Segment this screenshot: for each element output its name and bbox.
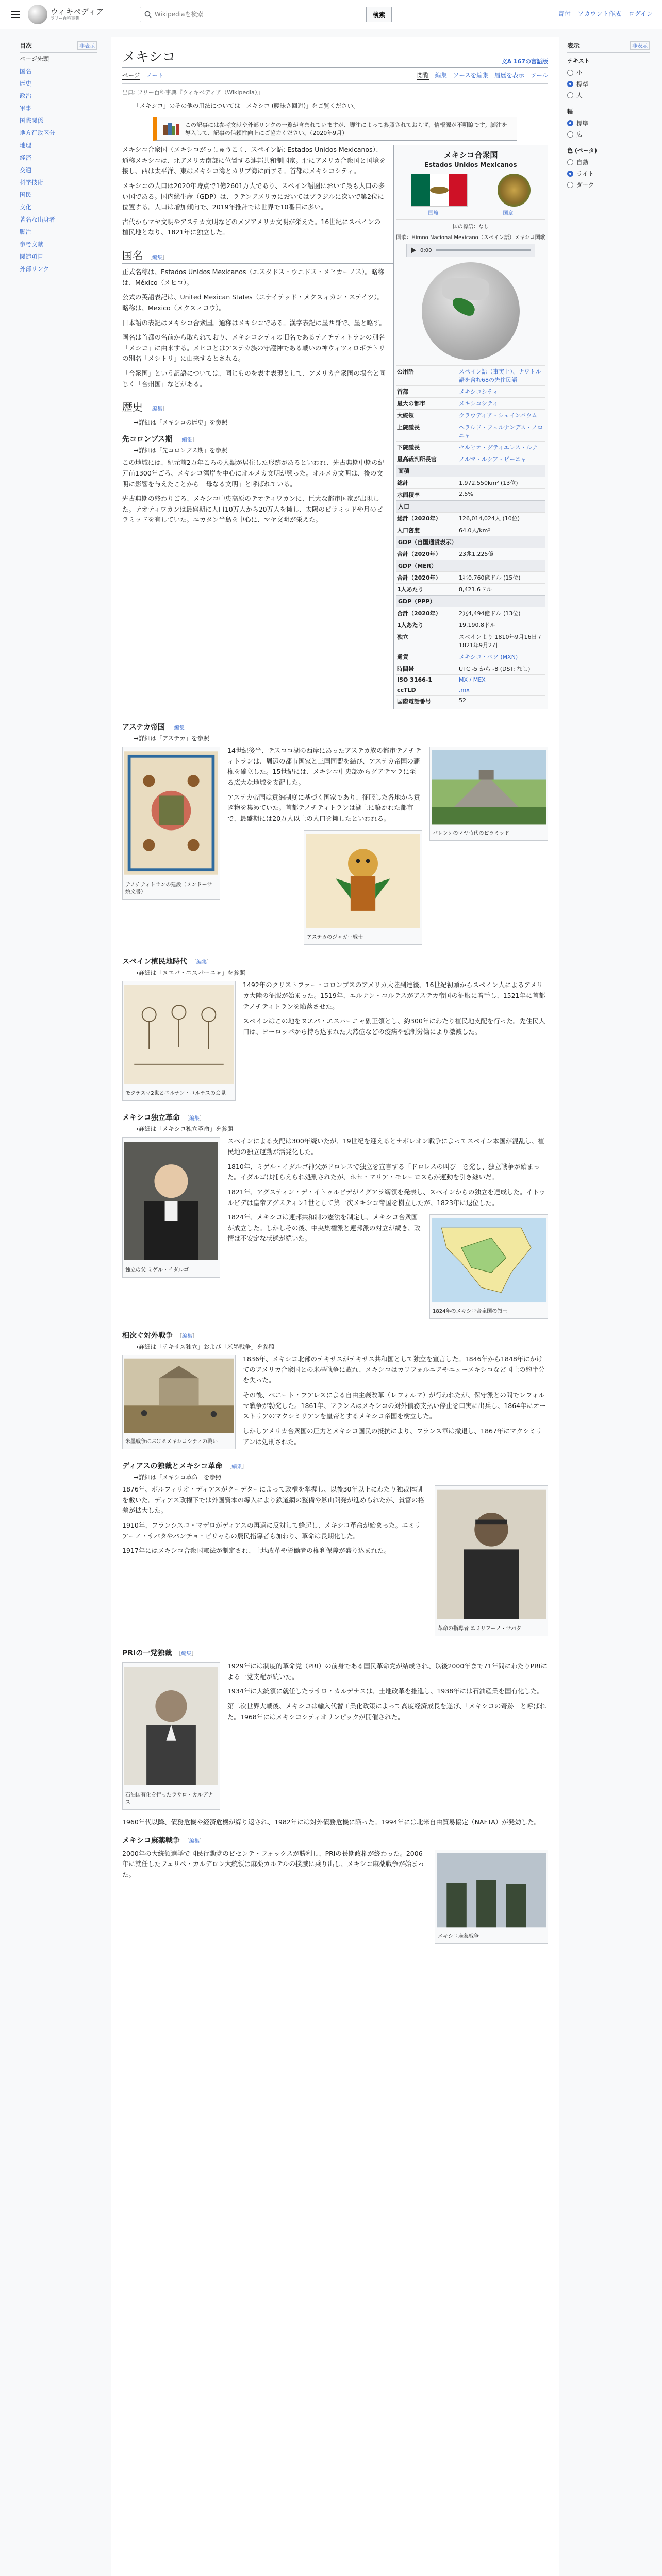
cardenas-image [124,1664,218,1788]
tab-edit-source[interactable]: ソースを編集 [453,72,489,79]
infobox-row [396,674,545,685]
infobox-section-header: 面積 [396,465,545,477]
infobox-row [396,548,545,560]
appearance-panel [567,41,650,191]
cortes-image [124,983,234,1086]
radio-button[interactable] [567,81,573,87]
infobox-value: 2.5% [459,490,473,497]
kodai-main-article[interactable]: →詳細は「先コロンブス期」を参照 [134,447,227,454]
kodai-paragraph-1: この地域には、紀元前2万年ころの人類が居住した形跡があるといわれ、先古典期中期の紀元前1300年ごろ、メキシコ湾岸を中心にオルメカ文明が興った。オルメカ文明は、後の文明に影響を与えたことから「母なる文明」と呼ばれている。 [122,459,385,488]
intro-paragraph-3: 古代からマヤ文明やアステカ文明などのメソアメリカ文明が栄えた。16世紀にスペインの植民地となり、1821年に独立した。 [122,217,381,236]
heading-spain: スペイン植民地時代 ［編集］ [122,958,212,967]
pri-paragraph-2: 1934年に大統領に就任したラサロ・カルデナスは、土地改革を推進し、1938年には石油産業を国有化した。 [227,1687,544,1696]
radio-label: 標準 [576,120,588,127]
toc-item[interactable]: 関連項目 [20,253,43,260]
logo-name: ウィキペディア [51,7,104,17]
kokumei-paragraph-4: 国名は首都の名前から取られており、メキシコシティの旧名であるテノチティトランの別名「メシコ」に由来する。メヒコとはアステカ族の守護神である戦いの神ウィツィロポチトリの別名「メシトリ」に由来するとされる。 [122,333,386,363]
tab-edit[interactable]: 編集 [435,72,447,79]
drug-war-caption: メキシコ麻薬戦争 [438,1933,479,1939]
infobox-key: 人口密度 [397,527,420,534]
infobox-row [396,365,545,385]
spain-paragraph-1: 1492年のクリストファー・コロンブスのアメリカ大陸到達後、16世紀初頭からスペイン人によるアメリカ大陸の征服が始まった。1519年、エルナン・コルテスがアステカ帝国の征服に着手し、1521年に首都テノチティトランを陥落させた。 [243,981,545,1010]
from-line: 出典: フリー百科事典『ウィキペディア（Wikipedia）』 [122,89,263,96]
radio-option[interactable] [567,168,650,179]
user-links [558,9,653,18]
hidalgo-figure[interactable] [122,1137,220,1278]
territory-1824-figure[interactable] [429,1214,548,1319]
appearance-header [567,41,650,53]
infobox-section-header: GDP（PPP） [396,595,545,607]
rekishi-main-article[interactable]: →詳細は「メキシコの歴史」を参照 [134,419,228,427]
drug-war-image [437,1852,546,1929]
aztec-main-article[interactable]: →詳細は「アステカ」を参照 [134,735,209,742]
independence-main-article[interactable]: →詳細は「メキシコ独立革命」を参照 [134,1125,234,1133]
infobox-value[interactable]: ヘラルド・フェルナンデス・ノロニャ [459,424,543,439]
radio-button[interactable] [567,182,573,188]
kokumei-paragraph-2: 公式の英語表記は、United Mexican States（ユナイテッド・メクスィカン・ステイツ）。略称は、Mexico（メクスィコウ）。 [122,293,384,312]
heading-drug-war: メキシコ麻薬戦争 ［編集］ [122,1836,205,1845]
aztec-codex-caption: テノチティトランの建設（メンドーサ絵文書） [125,882,212,895]
infobox-section-header: GDP（自国通貨表示） [396,536,545,548]
login-link[interactable]: ログイン [628,10,653,18]
radio-option[interactable] [567,117,650,129]
citation-notice-text: この記事には参考文献や外部リンクの一覧が含まれていますが、脚注によって参照されておらず、情報源が不明瞭です。脚注を導入して、記事の信頼性向上にご協力ください。（2020年9月） [185,122,508,137]
infobox-key: 最大の都市 [397,400,425,407]
infobox-value: UTC -5 から -8 (DST: なし) [459,666,531,672]
wars-paragraph-3: しかしアメリカ合衆国の圧力とメキシコ国民の抵抗により、フランス軍は撤退し、1867年にマクシミリアンは処刑された。 [243,1427,542,1446]
diaz-paragraph-2: 1910年、フランシスコ・マデロがディアスの再選に反対して蜂起し、メキシコ革命が始まった。エミリアーノ・サパタやパンチョ・ビリャらの農民指導者も加わり、革命は長期化した。 [122,1521,421,1540]
language-button[interactable]: 文A 167の言語版 [501,58,548,65]
heading-kokumei: 国名 ［編集］ [122,247,548,264]
toc-item[interactable]: 国民 [20,191,31,198]
radio-button[interactable] [567,171,573,177]
cardenas-figure[interactable] [122,1662,220,1810]
toc-item[interactable]: 交通 [20,166,31,174]
infobox-native-name: Estados Unidos Mexicanos [424,161,517,168]
diaz-paragraph-3: 1917年にはメキシコ合衆国憲法が制定され、土地改革や労働者の権利保障が盛り込まれた。 [122,1547,390,1555]
infobox-value[interactable]: セルヒオ・グティエレス・ルナ [459,444,538,451]
donate-link[interactable]: 寄付 [558,10,571,18]
infobox-value: 1兆0,760億ドル (15位) [459,574,521,581]
radio-option[interactable] [567,179,650,191]
infobox-value: スペインより 1810年9月16日 / 1821年9月27日 [459,634,541,649]
war-figure[interactable] [122,1355,236,1449]
infobox-key: 大統領 [397,412,414,419]
toc-item[interactable]: 歴史 [20,80,31,87]
infobox-key: ccTLD [397,687,416,693]
diaz-paragraph-1: 1876年、ポルフィリオ・ディアスがクーデターによって政権を掌握し、以後30年以上にわたり独裁体制を敷いた。ディアス政権下では外国資本の導入により鉄道網の整備や鉱山開発が進められたが、貧富の格差が拡大した。 [122,1485,425,1515]
infobox-key: 公用語 [397,368,414,375]
infobox-row [396,385,545,397]
infobox-row [396,651,545,663]
infobox-value: 126,014,024人 (10位) [459,515,520,522]
palenque-caption: パレンケのマヤ時代のピラミッド [433,831,510,836]
radio-option[interactable] [567,129,650,140]
infobox-key: 首都 [397,388,408,395]
toc-item[interactable]: 著名な出身者 [20,216,55,223]
hidalgo-image [124,1139,218,1263]
aztec-paragraph-1: 14世紀後半、テスココ湖の西岸にあったアステカ族の都市テノチティトランは、周辺の都市国家と三国同盟を結び、アステカ帝国の覇権を確立した。15世紀には、メキシコ中央部からグアテマラに至る広大な地域を支配した。 [227,747,421,786]
infobox-key: 上院議長 [397,424,420,431]
cortes-caption: モクテスマ2世とエルナン・コルテスの会見 [125,1091,226,1097]
page-tabs [122,71,548,84]
infobox-value: 52 [459,697,466,704]
radio-button[interactable] [567,159,573,165]
independence-paragraph-1: スペインによる支配は300年続いたが、19世紀を迎えるとナポレオン戦争によってスペイン本国が混乱し、植民地の独立運動が活発化した。 [227,1137,544,1156]
infobox-key: ISO 3166-1 [397,676,433,683]
infobox-value: 23兆1,225億 [459,551,494,557]
drug-war-paragraph-1: 2000年の大統領選挙で国民行動党のビセンテ・フォックスが勝利し、PRIの長期政権が終わった。2006年に就任したフェリペ・カルデロン大統領は麻薬カルテルの撲滅に乗り出し、メキシコ麻薬戦争が始まった。 [122,1849,424,1878]
infobox-row [396,441,545,453]
spain-main-article[interactable]: →詳細は「ヌエバ・エスパーニャ」を参照 [134,969,245,977]
wikipedia-logo[interactable] [28,5,104,24]
text-size-label: テキスト [567,58,590,64]
motto: 国の標語：なし [396,219,545,232]
flag-label[interactable]: 国旗 [428,211,439,216]
color-options [567,157,650,191]
title-row [122,46,548,68]
infobox-section-header: 人口 [396,500,545,512]
search-icon [144,11,152,18]
intro-paragraph-1: メキシコ合衆国（メキシコがっしゅうこく、スペイン語: Estados Unidos Mexicanos）、通称メキシコは、北アメリカ南部に位置する連邦共和制国家。北にアメリカ合衆国と国境を接し、西は太平洋、東はメキシコ湾とカリブ海に面する。首都はメキシコシティ。 [122,146,386,175]
infobox-row [396,663,545,674]
search-input[interactable] [155,11,361,18]
heading-diaz: ディアスの独裁とメキシコ革命 ［編集］ [122,1462,247,1471]
drug-war-figure[interactable] [435,1850,548,1944]
war-image [124,1357,234,1434]
infobox-row [396,619,545,631]
zapata-image [437,1487,546,1621]
radio-label: 標準 [576,80,588,88]
pri-paragraph-3: 第二次世界大戦後、メキシコは輸入代替工業化政策によって高度経済成長を遂げ、「メキシコの奇跡」と呼ばれた。1968年にはメキシコシティオリンピックが開催された。 [227,1702,547,1721]
national-symbols [396,172,545,209]
heading-aztec: アステカ帝国 ［編集］ [122,723,190,732]
wikipedia-globe-icon [28,5,47,24]
infobox-row [396,409,545,421]
infobox-row [396,512,545,524]
toc-item[interactable]: ページ先頭 [20,55,49,62]
coat-of-arms-image[interactable] [498,174,531,207]
main-menu-button[interactable] [6,5,25,24]
heading-rekishi: 歴史 ［編集］ [122,399,548,415]
diaz-main-article[interactable]: →詳細は「メキシコ革命」を参照 [134,1473,222,1481]
infobox-value[interactable]: メキシコシティ [459,400,499,407]
pri-paragraph-1: 1929年には制度的革命党（PRI）の前身である国民革命党が結成され、以後2000年まで71年間にわたりPRIによる一党支配が続いた。 [227,1662,548,1681]
infobox-key: 下院議長 [397,444,420,451]
infobox-row [396,631,545,651]
infobox-value[interactable]: MX / MEX [459,676,486,683]
page-title: メキシコ [122,49,176,65]
zapata-caption: 革命の指導者 エミリアーノ・サパタ [438,1626,522,1632]
independence-paragraph-4: 1824年、メキシコは連邦共和制の憲法を制定し、メキシコ合衆国が成立した。しかしその後、中央集権派と連邦派の対立が続き、政情は不安定な状態が続いた。 [227,1213,421,1243]
heading-kodai: 先コロンブス期 ［編集］ [122,435,197,444]
kokumei-paragraph-5: 「合衆国」という訳語については、同じものを表す表現として、アメリカ合衆国の場合と同じく「合州国」などがある。 [122,369,386,388]
radio-option[interactable] [567,157,650,168]
article-content [111,37,559,2576]
infobox-key: 合計（2020年） [397,574,441,581]
hidalgo-caption: 独立の父 ミゲル・イダルゴ [125,1267,189,1274]
radio-label: 自動 [576,159,588,166]
search-form [140,7,392,22]
infobox-row [396,571,545,583]
anthem-player[interactable] [406,244,535,257]
infobox-value[interactable]: スペイン語（事実上）、ナワトル語を含む68の先住民語 [459,368,541,383]
radio-label: 広 [576,131,583,138]
radio-label: ライト [576,170,594,177]
toc-item[interactable]: 文化 [20,204,31,211]
infobox-rows [396,365,545,707]
infobox-row [396,583,545,595]
palenque-figure[interactable] [429,747,548,841]
infobox-key: 合計（2020年） [397,610,441,617]
toc-item[interactable]: 地方行政区分 [20,129,55,137]
toc-title: 目次 [20,42,32,49]
symbol-labels [396,209,545,219]
infobox-key: 通貨 [397,654,408,660]
infobox-value[interactable]: ノルマ・ルシア・ピーニャ [459,456,526,463]
toc-item[interactable]: 地理 [20,142,31,149]
infobox-row [396,607,545,619]
heading-independence: メキシコ独立革命 ［編集］ [122,1114,205,1123]
infobox-row [396,453,545,465]
infobox-value: 1,972,550km² (13位) [459,480,518,486]
appearance-title: 表示 [567,42,580,49]
table-of-contents [20,41,97,275]
infobox-row [396,685,545,695]
toc-item[interactable]: 国名 [20,67,31,75]
infobox-value: 19,190.8ドル [459,622,495,629]
site-header [0,0,662,29]
play-icon[interactable] [411,247,416,253]
infobox-section-header: GDP（MER） [396,560,545,571]
flag-image[interactable] [411,174,468,207]
jaguar-warrior-figure[interactable] [304,830,422,945]
radio-label: 小 [576,69,583,76]
spain-paragraph-2: スペインはこの地をヌエバ・エスパーニャ副王領とし、約300年にわたり植民地支配を行った。先住民人口は、ヨーロッパから持ち込まれた天然痘などの疫病や強制労働により激減した。 [243,1017,545,1036]
radio-button[interactable] [567,120,573,126]
pri-paragraph-4: 1960年代以降、債務危機や経済危機が繰り返され、1982年には対外債務危機に陥った。1994年には北米自由貿易協定（NAFTA）が発効した。 [122,1818,541,1826]
anthem-time: 0:00 [420,247,432,253]
infobox-key: 水面積率 [397,492,420,498]
infobox-key: 総計 [397,480,408,486]
infobox-key: 時間帯 [397,666,414,672]
radio-button[interactable] [567,92,573,98]
radio-option[interactable] [567,67,650,78]
infobox-row [396,488,545,500]
infobox-key: 1人あたり [397,586,424,593]
aztec-paragraph-2: アステカ帝国は貢納制度に基づく国家であり、征服した各地から貢ぎ物を集めていた。首都テノチティトランは湖上に築かれた都市で、最盛期には20万人以上の人口を擁したといわれる。 [227,793,421,822]
independence-paragraph-3: 1821年、アグスティン・デ・イトゥルビデがイグアラ綱領を発表し、スペインからの独立を達成した。イトゥルビデは皇帝アグスティン1世として第一次メキシコ帝国を樹立したが、1823年に退位した。 [227,1188,545,1207]
toc-item[interactable]: 科学技術 [20,179,43,186]
search-button[interactable]: 検索 [367,7,392,22]
width-label: 幅 [567,108,573,115]
radio-label: ダーク [576,181,594,189]
infobox [393,145,548,709]
infobox-row [396,477,545,488]
tab-read[interactable]: 閲覧 [417,71,429,80]
territory-1824-caption: 1824年のメキシコ合衆国の領土 [433,1309,508,1315]
infobox-key: 独立 [397,634,408,640]
color-label: 色 (ベータ) [567,147,597,154]
radio-button[interactable] [567,131,573,138]
tab-talk[interactable]: ノート [146,72,164,79]
territory-1824-map [432,1216,546,1304]
infobox-row [396,397,545,409]
infobox-key: 合計（2020年） [397,551,441,557]
infobox-value[interactable]: .mx [459,687,470,693]
tab-page[interactable]: ページ [122,71,140,80]
infobox-value: 64.0人/km² [459,527,490,534]
create-account-link[interactable]: アカウント作成 [577,10,621,18]
radio-option[interactable] [567,78,650,90]
toc-hide-button[interactable]: 非表示 [77,41,97,50]
appearance-hide-button[interactable]: 非表示 [630,41,650,50]
infobox-key: 国際電話番号 [397,698,431,705]
toc-item[interactable]: 参考文献 [20,241,43,248]
codex-image [124,749,218,877]
infobox-row [396,695,545,707]
radio-option[interactable] [567,90,650,101]
kokumei-paragraph-3: 日本語の表記はメキシコ合衆国。通称はメキシコである。漢字表記は墨西哥で、墨と略す。 [122,318,386,327]
infobox-value: 2兆4,494億ドル (13位) [459,610,521,617]
cardenas-caption: 石油国有化を行ったラサロ・カルデナス [125,1792,213,1806]
infobox-key: 総計（2020年） [397,515,441,522]
toc-item[interactable]: 脚注 [20,228,31,235]
citation-notice [153,117,517,141]
anthem-progress[interactable] [436,249,531,251]
wars-main-article[interactable]: →詳細は「テキサス独立」および「米墨戦争」を参照 [134,1343,275,1351]
zapata-figure[interactable] [435,1485,548,1636]
palenque-image [432,749,546,826]
heading-pri: PRIの一党独裁 ［編集］ [122,1649,197,1658]
kodai-paragraph-2: 先古典期の終わりごろ、メキシコ中央高原のテオティワカンに、巨大な都市国家が出現した。テオティワカンは最盛期に人口10万人から20万人を擁し、太陽のピラミッドや月のピラミッドを有していた。ユカタン半島を中心に、マヤ文明が栄えた。 [122,495,383,524]
intro-paragraph-2: メキシコの人口は2020年時点で1億2601万人であり、スペイン語圏において最も人口の多い国である。国内総生産（GDP）は、ラテンアメリカにおいてはブラジルに次いで第2位に位置する。人口は増加傾向で、2019年推計では世界で10番目に多い。 [122,181,385,211]
toc-item[interactable]: 政治 [20,92,31,99]
width-options [567,117,650,140]
radio-button[interactable] [567,70,573,76]
text-size-options [567,67,650,101]
cortes-figure[interactable] [122,981,236,1101]
infobox-title: メキシコ合衆国 [443,150,498,160]
radio-label: 大 [576,92,583,99]
toc-item[interactable]: 軍事 [20,105,31,112]
search-box[interactable] [140,7,367,22]
infobox-value[interactable]: メキシコ・ペソ (MXN) [459,654,518,660]
jaguar-warrior-caption: アステカのジャガー戦士 [307,935,363,941]
independence-paragraph-2: 1810年、ミゲル・イダルゴ神父がドロレスで独立を宣言する「ドロレスの叫び」を発し、独立戦争が始まった。イダルゴは捕らえられ処刑されたが、ホセ・マリア・モレーロスらが運動を引き継いだ。 [227,1162,540,1181]
toc-list [20,53,97,275]
tab-tools[interactable]: ツール [530,72,548,79]
books-icon [162,122,180,136]
anthem-label: 国歌：Himno Nacional Mexicano（スペイン語）メキシコ国歌 [396,235,545,241]
infobox-row [396,421,545,441]
tab-history[interactable]: 履歴を表示 [494,72,524,79]
heading-wars: 相次ぐ対外戦争 ［編集］ [122,1332,197,1341]
infobox-key: 1人あたり [397,622,424,629]
war-caption: 米墨戦争におけるメキシコシティの戦い [125,1439,218,1445]
toc-header [20,41,97,53]
toc-item[interactable]: 外部リンク [20,265,49,273]
toc-item[interactable]: 経済 [20,154,31,161]
location-map[interactable] [422,262,520,360]
infobox-row [396,524,545,536]
coat-label[interactable]: 国章 [503,211,514,216]
infobox-value[interactable]: クラウディア・シェインバウム [459,412,538,419]
wars-paragraph-1: 1836年、メキシコ北部のテキサスがテキサス共和国として独立を宣言した。1846年から1848年にかけてのアメリカ合衆国との米墨戦争に敗れ、メキシコはカリフォルニアやニューメキシコなど国土の約半分を失った。 [243,1355,545,1384]
aztec-codex-figure[interactable] [122,747,220,900]
jaguar-warrior-image [306,832,420,930]
infobox-value[interactable]: メキシコシティ [459,388,499,395]
logo-tagline: フリー百科事典 [51,15,79,21]
kokumei-paragraph-1: 正式名称は、Estados Unidos Mexicanos（エスタドス・ウニドス・メヒカーノス）。略称は、México（メヒコ）。 [122,268,385,286]
infobox-key: 最高裁判所長官 [397,456,437,463]
hatnote: 「メキシコ」のその他の用法については「メキシコ (曖昧さ回避)」をご覧ください。 [134,102,359,109]
wars-paragraph-2: その後、ベニート・フアレスによる自由主義改革（レフォルマ）が行われたが、保守派との間でレフォルマ戦争が勃発した。1861年、フランスはメキシコの対外債務支払い停止を口実に出兵し、1864年にオーストリアのマクシミリアンを皇帝とするメキシコ帝国を樹立した。 [243,1391,547,1420]
toc-item[interactable]: 国際関係 [20,117,43,124]
infobox-value: 8,421.6ドル [459,586,492,593]
